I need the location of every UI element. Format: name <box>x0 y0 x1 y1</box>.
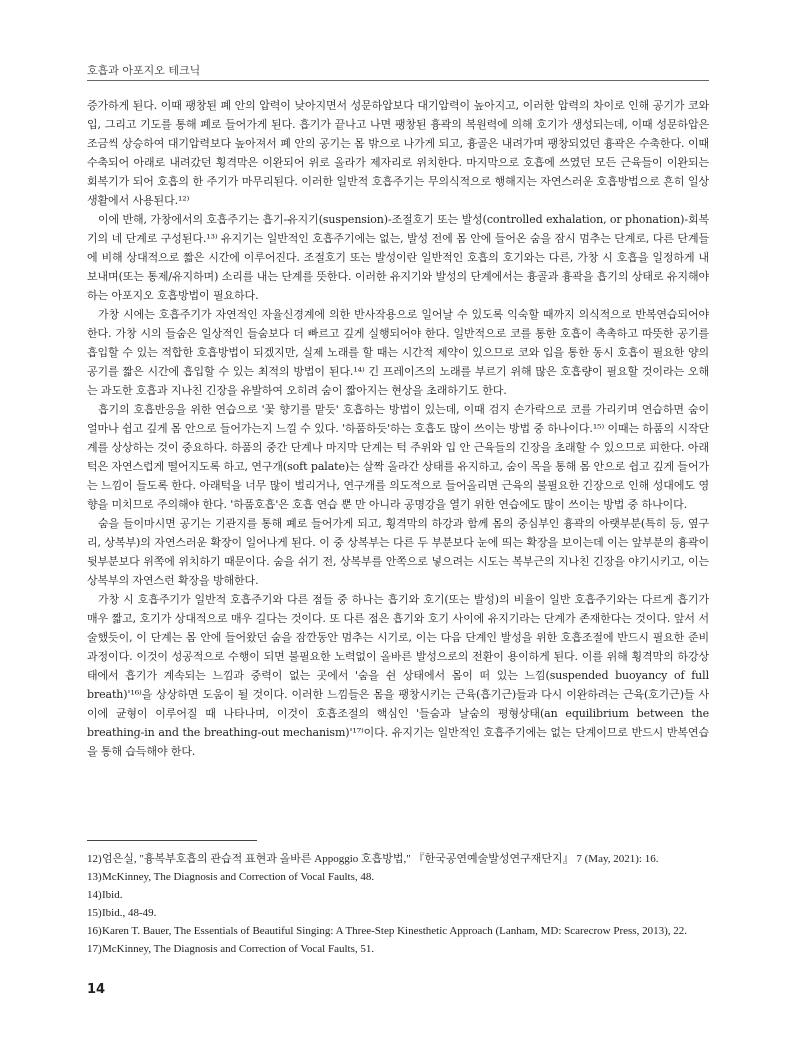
footnote-number: 12) <box>87 853 102 865</box>
footnote-number: 16) <box>87 925 102 937</box>
footnote-number: 15) <box>87 907 102 919</box>
footnote-text: Ibid., 48-49. <box>102 907 157 919</box>
footnote-number: 13) <box>87 871 102 883</box>
footnote <box>87 886 709 904</box>
footnote-text: Karen T. Bauer, The Essentials of Beautiful Singing: A Three-Step Kinesthetic Approach (Lanham, MD: Scarecrow Press, 2013), 22. <box>102 925 687 937</box>
footnote-rule <box>87 840 257 841</box>
paragraph: 가창 시에는 호흡주기가 자연적인 자율신경계에 의한 반사작용으로 일어날 수 있도록 익숙할 때까지 의식적으로 반복연습되어야 한다. 가창 시의 들숨은 일상적인 들숨보다 더 빠르고 깊게 실행되어야 한다. 일반적으로 코를 통한 호흡이 촉촉하고 따뜻한 공기를 흡입할 수 있는 적합한 호흡방법이 되겠지만, 실제 노래를 할 때는 시간적 제약이 있으므로 코와 입을 통한 동시 호흡이 필요한 양의 공기를 짧은 시간에 흡입할 수 있는 최적의 방법이 된다.¹⁴⁾ 긴 프레이즈의 노래를 부르기 위해 많은 호흡량이 필요할 것이라는 오해는 과도한 호흡과 지나친 긴장을 유발하여 오히려 숨이 짧아지는 현상을 초래하기도 한다. <box>87 308 709 397</box>
footnote <box>87 922 709 940</box>
body-text <box>87 96 709 761</box>
footnote <box>87 868 709 886</box>
footnote-text: McKinney, The Diagnosis and Correction of Vocal Faults, 48. <box>102 871 375 883</box>
footnote <box>87 940 709 958</box>
running-head: 호흡과 아포지오 테크닉 <box>87 64 201 77</box>
paragraph: 흡기의 호흡반응을 위한 연습으로 '꽃 향기를 맡듯' 호흡하는 방법이 있는데, 이때 검지 손가락으로 코를 가리키며 연습하면 숨이 얼마나 쉽고 깊게 몸 안으로 들어가는지 느낄 수 있다. '하품하듯'하는 호흡도 많이 쓰이는 방법 중 하나이다.¹⁵⁾ 이때는 하품의 시작단계를 상상하는 것이 중요하다. 하품의 중간 단계나 마지막 단계는 턱 주위와 입 안 근육들의 긴장을 초래할 수 있으므로 피한다. 아래턱은 자연스럽게 떨어지도록 하고, 연구개(soft palate)는 살짝 올라간 상태를 유지하고, 숨이 목을 통해 몸 안으로 쉽고 깊게 들어가는 느낌이 들도록 한다. 아래턱을 너무 많이 벌리거나, 연구개를 의도적으로 들어올리면 근육의 불필요한 긴장으로 인해 성대에도 영향을 미치므로 주의해야 한다. '하품호흡'은 호흡 연습 뿐 만 아니라 공명강을 열기 위한 연습에도 많이 쓰이는 방법 중 하나이다. <box>87 403 710 511</box>
footnote-text: Ibid. <box>102 889 123 901</box>
footnote <box>87 850 709 868</box>
footnote <box>87 904 709 922</box>
footnotes <box>87 850 709 958</box>
paragraph: 가창 시 호흡주기가 일반적 호흡주기와 다른 점들 중 하나는 흡기와 호기(또는 발성)의 비율이 일반 호흡주기와는 다르게 흡기가 매우 짧고, 호기가 상대적으로 매우 길다는 것이다. 또 다른 점은 흡기와 호기 사이에 유지기라는 단계가 존재한다는 것이다. 앞서 서술했듯이, 이 단계는 몸 안에 들어왔던 숨을 잠깐동안 멈추는 시기로, 이는 다음 단계인 발성을 위한 호흡조절에 반드시 필요한 준비과정이다. 이것이 성공적으로 수행이 되면 불필요한 노력없이 올바른 발성으로의 전환이 용이하게 된다. 이를 위해 횡격막의 하강상태에서 흡기가 계속되는 느낌과 중력이 없는 곳에서 '숨을 쉰 상태에서 몸이 떠 있는 느낌(suspended buoyancy of full breath)'¹⁶⁾을 상상하면 도움이 될 것이다. 이러한 느낌들은 몸을 팽창시키는 근육(흡기근)들과 다시 이완하려는 근육(호기근)들 사이에 균형이 이루어질 때 나타나며, 이것이 호흡조절의 핵심인 '들숨과 날숨의 평형상태(an equilibrium between the breathing-in and the breathing-out mechanism)'¹⁷⁾이다. 유지기는 일반적인 호흡주기에는 없는 단계이므로 반드시 반복연습을 통해 습득해야 한다. <box>87 593 709 758</box>
paragraph: 이에 반해, 가창에서의 호흡주기는 흡기-유지기(suspension)-조절호기 또는 발성(controlled exhalation, or phonation)-회복기의 네 단계로 구성된다.¹³⁾ 유지기는 일반적인 호흡주기에는 없는, 발성 전에 몸 안에 들어온 숨을 잠시 멈추는 단계로, 다른 단계들에 비해 상대적으로 짧은 시간에 이루어진다. 조절호기 또는 발성이란 일반적인 호흡의 호기와는 다른, 가창 시 호흡을 일정하게 내보내며(또는 통제/유지하며) 소리를 내는 단계를 뜻한다. 이러한 유지기와 발성의 단계에서는 흉골과 흉곽을 흡기의 상태로 유지해야 하는 아포지오 호흡방법이 필요하다. <box>87 213 709 302</box>
footnote-number: 17) <box>87 943 102 955</box>
paragraph: 숨을 들이마시면 공기는 기관지를 통해 폐로 들어가게 되고, 횡격막의 하강과 함께 몸의 중심부인 흉곽의 아랫부분(특히 등, 옆구리, 상복부)의 자연스러운 확장이 일어나게 된다. 이 중 상복부는 다른 두 부분보다 눈에 띄는 확장을 보이는데 이는 앞부분의 흉곽이 뒷부분보다 위쪽에 위치하기 때문이다. 숨을 쉬기 전, 상복부를 안쪽으로 넣으려는 시도는 복부근의 지나친 긴장을 야기시키고, 이는 상복부의 자연스런 확장을 방해한다. <box>87 517 709 587</box>
footnote-number: 14) <box>87 889 102 901</box>
page-number: 14 <box>87 982 106 997</box>
header-rule <box>87 80 709 81</box>
footnote-text: 엄은실, "흉복부호흡의 관습적 표현과 올바른 Appoggio 호흡방법," 『한국공연예술발성연구재단지』 7 (May, 2021): 16. <box>102 853 659 865</box>
footnote-text: McKinney, The Diagnosis and Correction of Vocal Faults, 51. <box>102 943 375 955</box>
paragraph: 증가하게 된다. 이때 팽창된 폐 안의 압력이 낮아지면서 성문하압보다 대기압력이 높아지고, 이러한 압력의 차이로 인해 공기가 코와 입, 그리고 기도를 통해 폐로 들어가게 된다. 흡기가 끝나고 나면 팽창된 흉곽의 복원력에 의해 호기가 생성되는데, 이때 성문하압은 조금씩 상승하여 대기압력보다 높아져서 폐 안의 공기는 몸 밖으로 나가게 되고, 흉골은 내려가며 팽창되었던 흉곽은 수축한다. 이때 수축되어 아래로 내려갔던 횡격막은 이완되어 위로 올라가 제자리로 위치한다. 마지막으로 호흡에 쓰였던 모든 근육들이 이완되는 회복기가 되어 호흡의 한 주기가 마무리된다. 이러한 일반적 호흡주기는 무의식적으로 행해지는 자연스러운 호흡방법으로 흔히 일상생활에서 사용된다.¹²⁾ <box>87 99 709 207</box>
